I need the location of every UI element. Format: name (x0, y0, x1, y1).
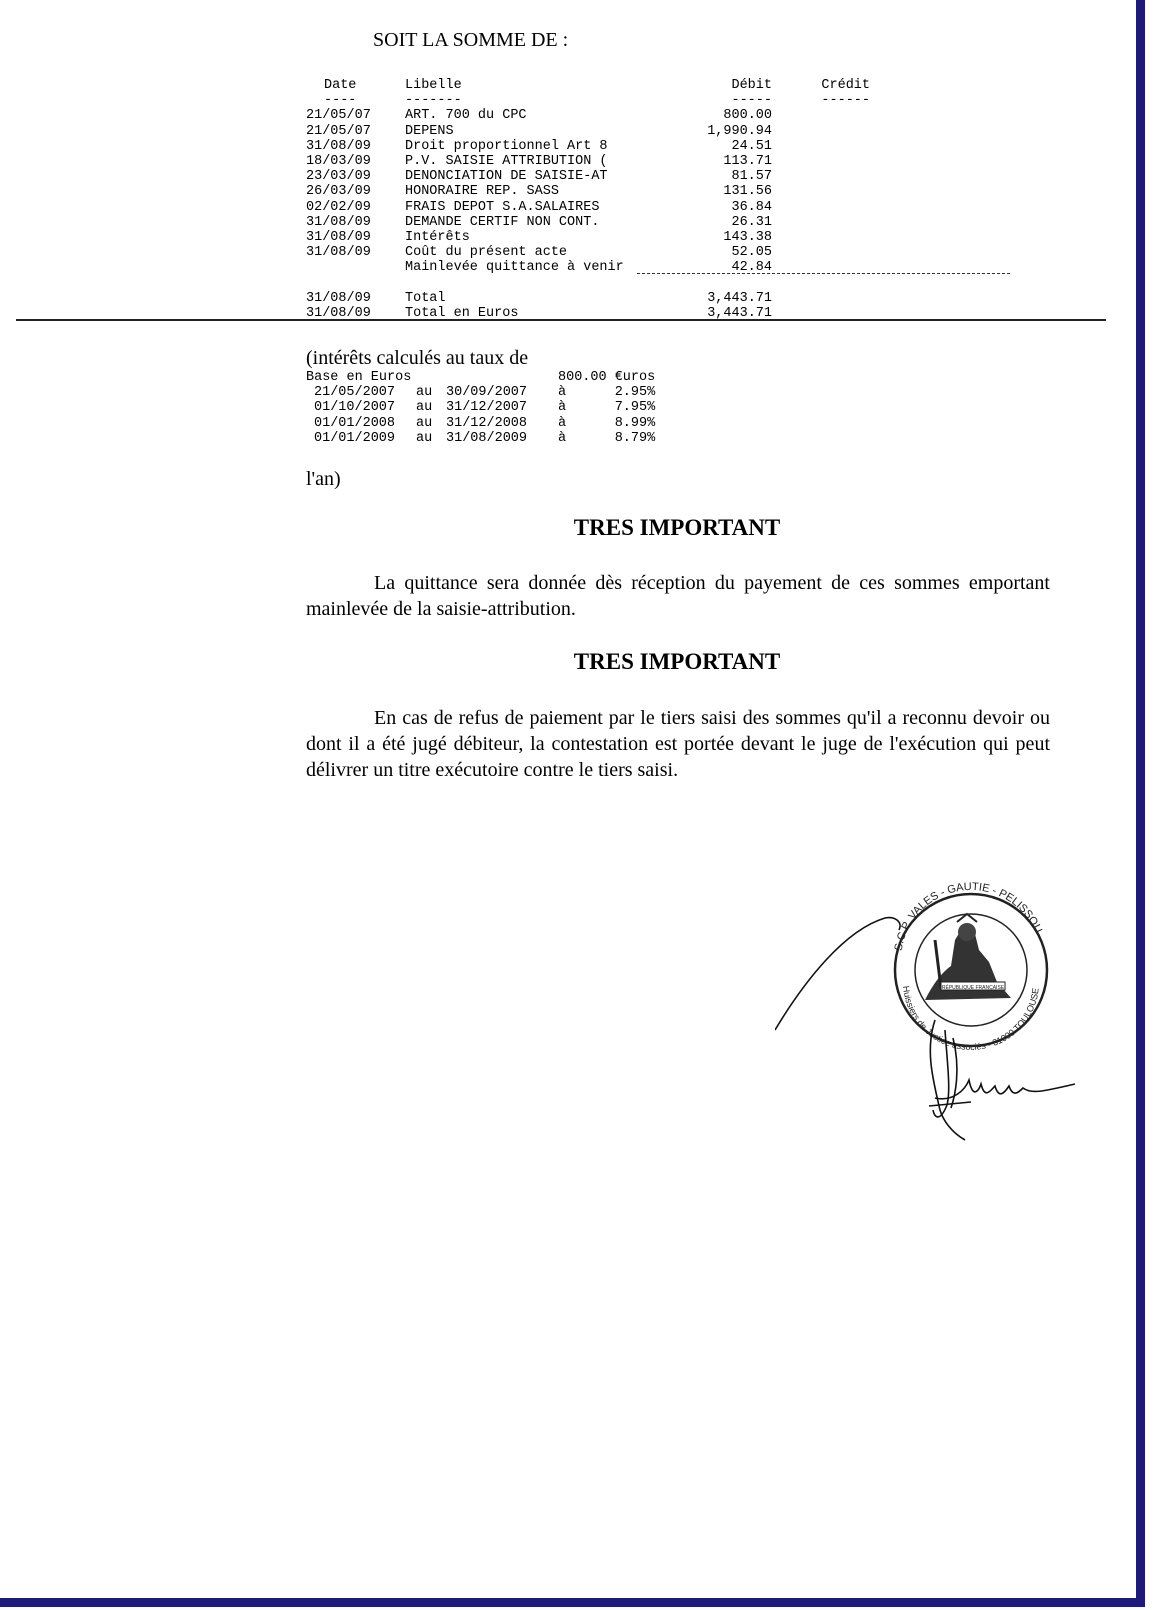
stamp-center-text: RÉPUBLIQUE FRANÇAISE (941, 985, 1005, 991)
table-row (306, 124, 870, 139)
cell-libelle: Mainlevée quittance à venir (405, 260, 624, 276)
sum-heading: SOIT LA SOMME DE : (373, 29, 569, 51)
rate-rate: 8.79% (614, 430, 656, 446)
col-libelle-underline: ------- (405, 93, 462, 109)
cell-debit: 800.00 (723, 108, 772, 124)
cell-debit: 42.84 (731, 260, 772, 276)
cell-libelle: Droit proportionnel Art 8 (405, 138, 608, 154)
cell-libelle: Total (405, 290, 446, 306)
table-row (306, 184, 870, 199)
cell-debit: 36.84 (731, 199, 772, 215)
base-row (306, 370, 655, 385)
cell-credit (772, 215, 870, 230)
cell-libelle: Intérêts (405, 230, 470, 246)
rate-a: à (558, 430, 567, 446)
ledger-table (306, 78, 870, 321)
table-row (306, 230, 870, 245)
ledger-spacer (306, 276, 870, 291)
interets-closing: l'an) (306, 468, 341, 490)
rate-rate: 7.95% (614, 400, 656, 416)
rate-from: 01/01/2009 (314, 430, 396, 446)
rate-from: 21/05/2007 (314, 385, 396, 401)
table-row (306, 200, 870, 215)
rate-row (306, 385, 655, 400)
rate-a: à (558, 385, 567, 401)
cell-date: 02/02/09 (306, 199, 371, 215)
table-row (306, 169, 870, 184)
horizontal-rule (16, 319, 1106, 321)
rate-row (306, 416, 655, 431)
table-row (306, 154, 870, 169)
important-text-1: La quittance sera donnée dès réception du payement de ces sommes emportant mainlevée de la saisie-attribution. (306, 572, 1050, 620)
cell-debit: 1,990.94 (707, 123, 772, 139)
cell-libelle: DENONCIATION DE SAISIE-AT (405, 169, 608, 185)
cell-credit (772, 139, 870, 154)
cell-debit: 113.71 (723, 154, 772, 170)
cell-credit (772, 245, 870, 260)
cell-date: 23/03/09 (306, 169, 371, 185)
ledger-header-row (306, 78, 870, 93)
base-value: 800.00 €uros (558, 370, 656, 385)
official-stamp (893, 881, 1047, 1052)
cell-credit (772, 108, 870, 123)
table-row (306, 215, 870, 230)
ledger-totals (306, 291, 870, 321)
rate-au: au (416, 415, 433, 431)
base-label: Base en Euros (306, 370, 412, 385)
col-credit: Crédit (821, 78, 870, 93)
rate-a: à (558, 415, 567, 431)
cell-date: 26/03/09 (306, 184, 371, 200)
cell-debit: 24.51 (731, 138, 772, 154)
rate-rows (306, 385, 655, 446)
cell-date (306, 260, 405, 275)
cell-date: 21/05/07 (306, 108, 371, 124)
cell-date: 18/03/09 (306, 154, 371, 170)
table-row (306, 139, 870, 154)
cell-credit (772, 154, 870, 169)
rates-table (306, 370, 655, 446)
cell-debit: 131.56 (723, 184, 772, 200)
rate-row (306, 431, 655, 446)
totals-separator (637, 273, 1010, 274)
ledger-underline-row (306, 93, 870, 108)
col-date-underline: ---- (324, 93, 357, 109)
cell-credit (772, 230, 870, 245)
rate-a: à (558, 400, 567, 416)
important-title-2: TRES IMPORTANT (573, 649, 781, 674)
cell-libelle: DEMANDE CERTIF NON CONT. (405, 214, 600, 230)
cell-libelle: Total en Euros (405, 305, 519, 321)
col-debit: Débit (731, 78, 772, 93)
cell-debit: 3,443.71 (707, 290, 772, 306)
rate-rate: 2.95% (614, 385, 656, 401)
rate-row (306, 400, 655, 415)
cell-credit (772, 124, 870, 139)
col-libelle: Libelle (405, 78, 462, 93)
cell-debit: 26.31 (731, 214, 772, 230)
cell-date: 31/08/09 (306, 214, 371, 230)
table-row (306, 108, 870, 123)
cell-date: 31/08/09 (306, 138, 371, 154)
cell-libelle: ART. 700 du CPC (405, 108, 527, 124)
rate-to: 31/08/2009 (446, 430, 528, 446)
important-text-2: En cas de refus de paiement par le tiers saisi des sommes qu'il a reconnu devoir ou dont il a été jugé débiteur, la contestation est portée devant le juge de l'exécution qui peut délivrer un titre exécutoire contre le tiers saisi. (306, 707, 1050, 781)
cell-debit: 52.05 (731, 245, 772, 261)
cell-debit: 81.57 (731, 169, 772, 185)
cell-libelle: Coût du présent acte (405, 245, 568, 261)
rate-from: 01/01/2008 (314, 415, 396, 431)
col-credit-underline: ------ (821, 93, 870, 109)
cell-credit (772, 184, 870, 199)
table-row (306, 245, 870, 260)
interets-title: (intérêts calculés au taux de (306, 347, 529, 369)
cell-date: 21/05/07 (306, 123, 371, 139)
rate-rate: 8.99% (614, 415, 656, 431)
cell-credit (772, 200, 870, 215)
cell-date: 31/08/09 (306, 230, 371, 246)
cell-libelle: FRAIS DEPOT S.A.SALAIRES (405, 199, 600, 215)
cell-date: 31/08/09 (306, 245, 371, 261)
col-date: Date (324, 78, 357, 93)
cell-credit (772, 169, 870, 184)
rate-to: 31/12/2007 (446, 400, 528, 416)
table-row (306, 291, 870, 306)
stamp-and-signature (775, 870, 1095, 1150)
cell-date: 31/08/09 (306, 290, 371, 306)
cell-debit: 3,443.71 (707, 305, 772, 321)
cell-libelle: DEPENS (405, 123, 454, 139)
stamp-bottom-text: Huissiers de Justice associés - 31000 TOULOUSE (901, 985, 1041, 1053)
rate-au: au (416, 430, 433, 446)
rate-to: 31/12/2008 (446, 415, 528, 431)
important-title-1: TRES IMPORTANT (573, 515, 781, 540)
ledger-rows (306, 108, 870, 275)
rate-au: au (416, 385, 433, 401)
cell-date: 31/08/09 (306, 305, 371, 321)
rate-to: 30/09/2007 (446, 385, 528, 401)
stamp-top-text: S.C.P. VALES - GAUTIE - PELISSOU (892, 880, 1045, 952)
rate-au: au (416, 400, 433, 416)
rate-from: 01/10/2007 (314, 400, 396, 416)
cell-credit (772, 291, 870, 306)
col-debit-underline: ----- (731, 93, 772, 109)
cell-libelle: HONORAIRE REP. SASS (405, 184, 559, 200)
cell-debit: 143.38 (723, 230, 772, 246)
cell-libelle: P.V. SAISIE ATTRIBUTION ( (405, 154, 608, 170)
